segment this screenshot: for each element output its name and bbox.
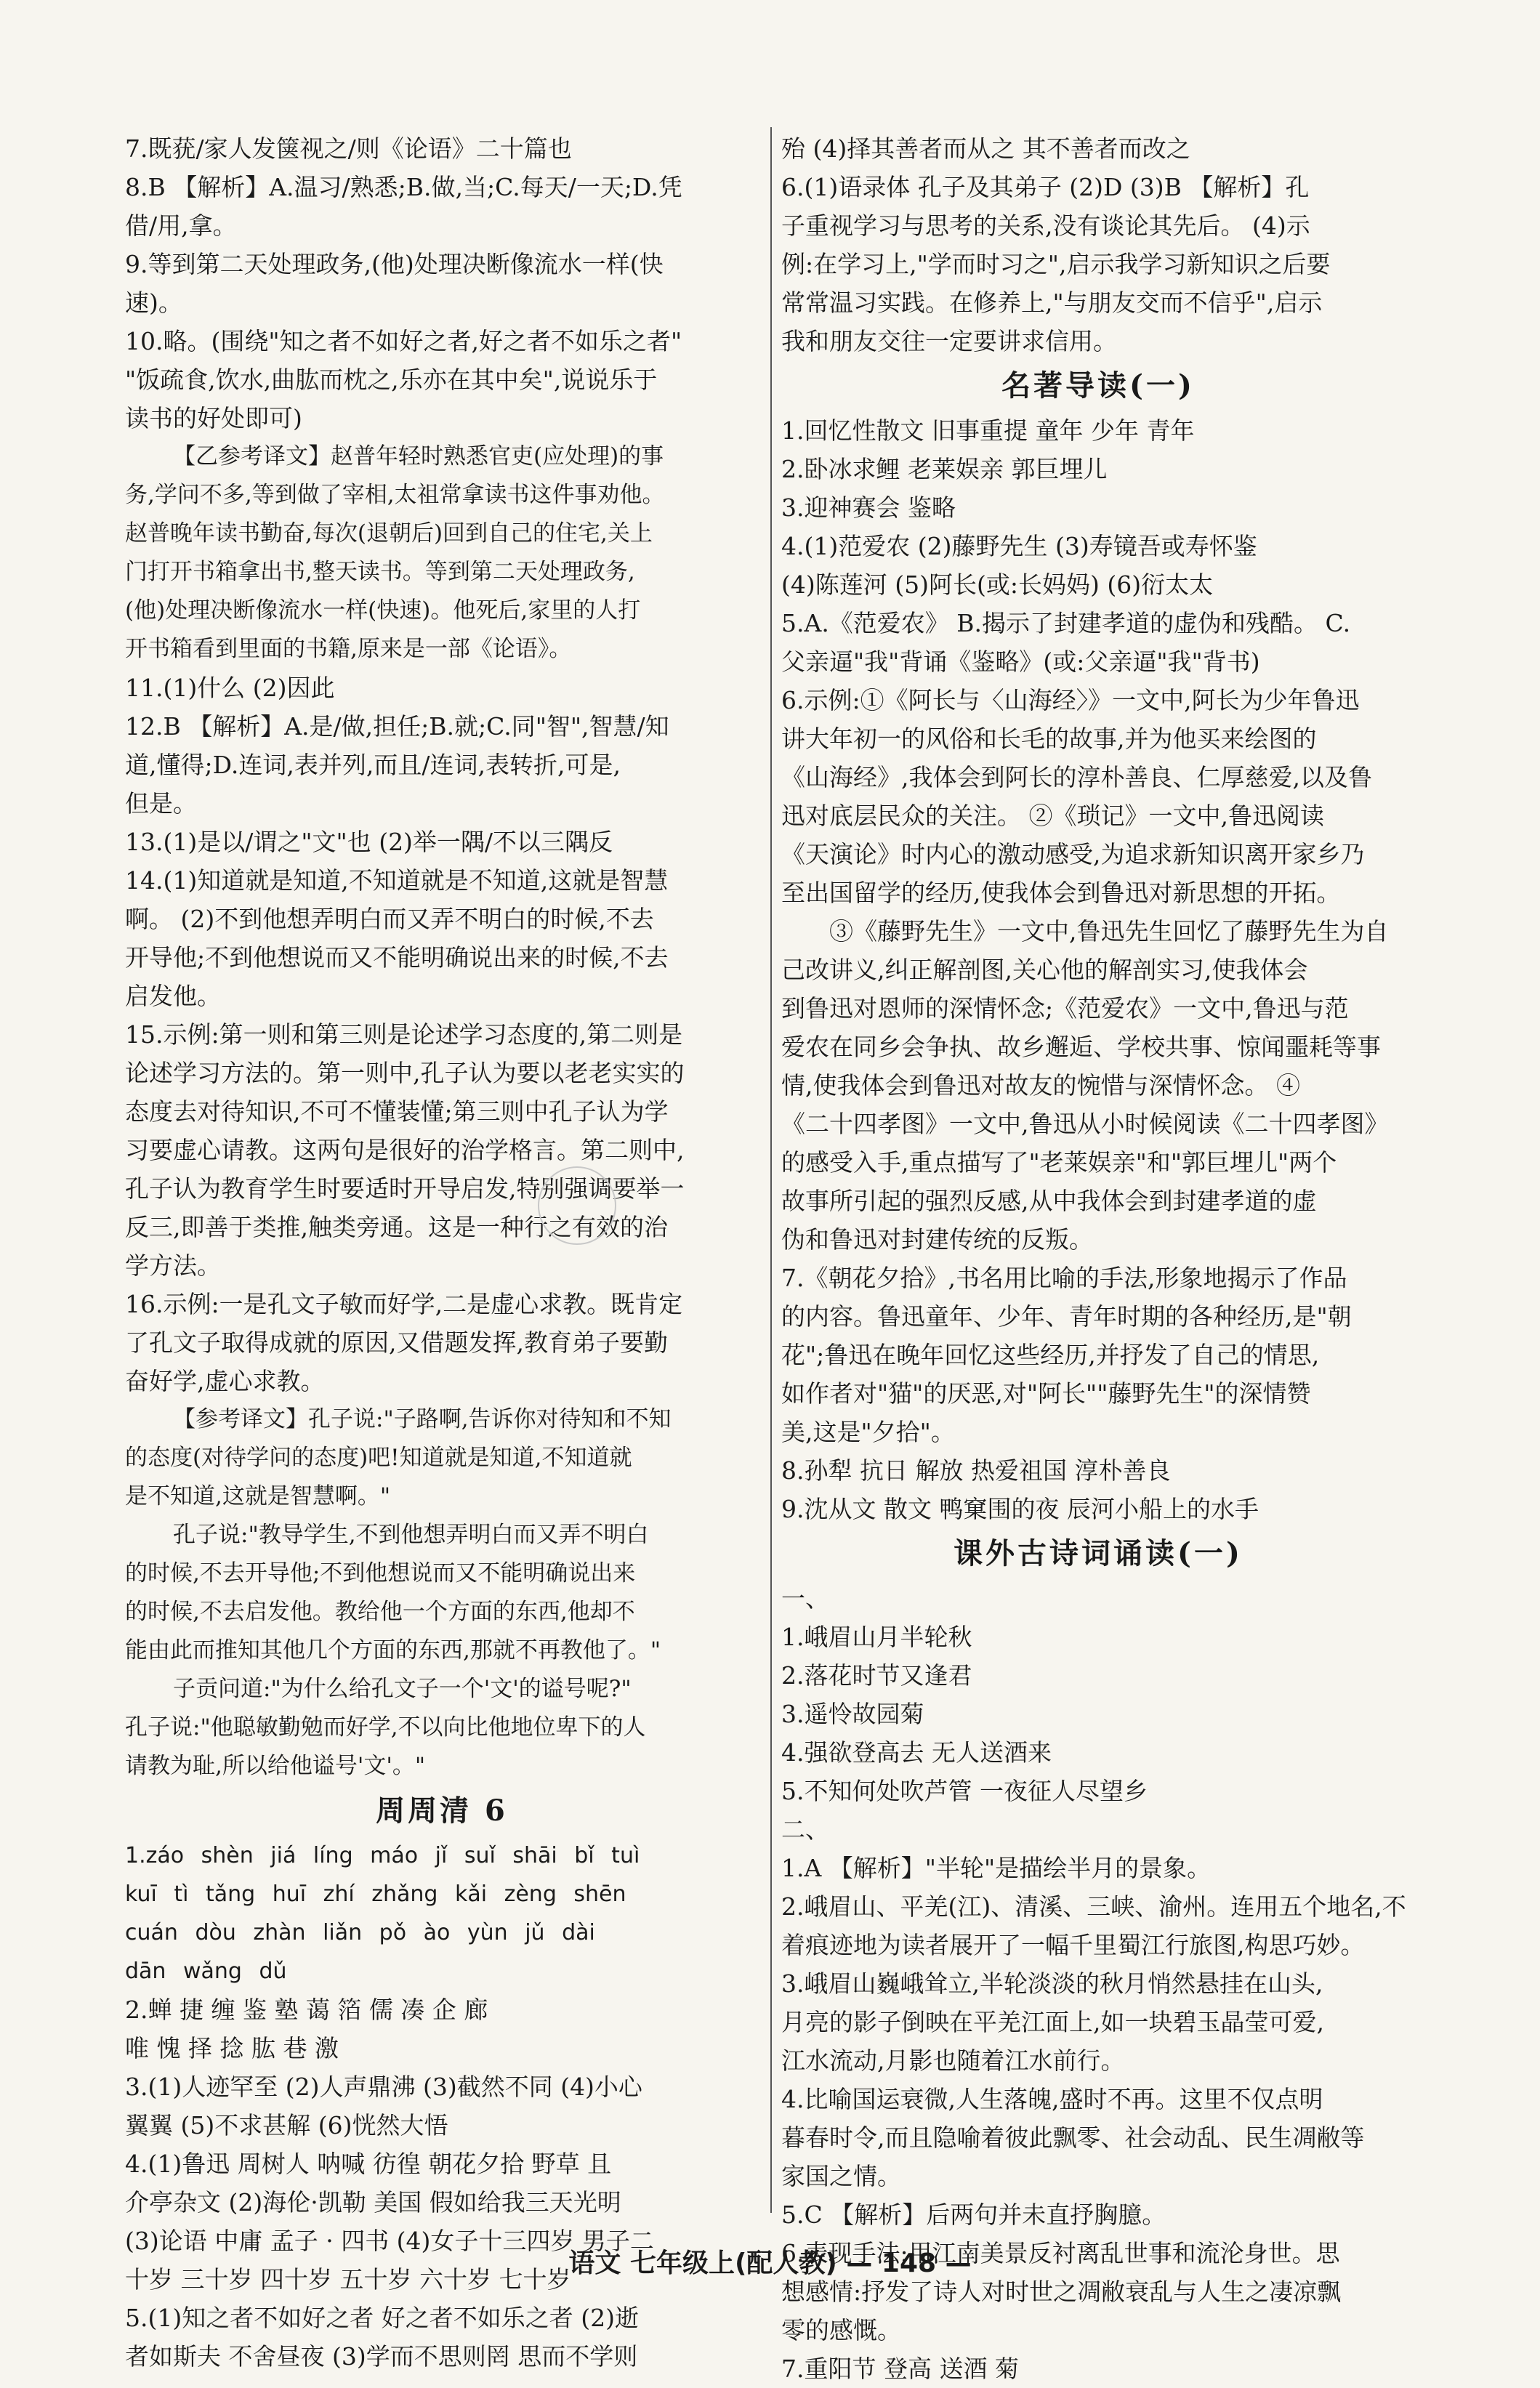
text-line: cuán dòu zhàn liǎn pǒ ào yùn jǔ dài	[125, 1920, 595, 1945]
text-line: 【乙参考译文】赵普年轻时熟悉官吏(应处理)的事	[173, 443, 664, 469]
text-line: 3.迎神赛会 鉴略	[781, 493, 956, 522]
section-heading: 课外古诗词诵读(一)	[954, 1536, 1243, 1570]
text-line: 2.落花时节又逢君	[781, 1661, 972, 1690]
text-line: 4.比喻国运衰微,人生落魄,盛时不再。这里不仅点明	[781, 2085, 1323, 2113]
text-line: 反三,即善于类推,触类旁通。这是一种行之有效的治	[125, 1213, 668, 1241]
text-line: kuī tì tǎng huī zhí zhǎng kǎi zèng shēn	[125, 1881, 626, 1907]
text-line: 6.(1)语录体 孔子及其弟子 (2)D (3)B 【解析】孔	[781, 173, 1310, 201]
text-line: 啊。 (2)不到他想弄明白而又弄不明白的时候,不去	[125, 905, 654, 933]
section-heading: 名著导读(一)	[1001, 368, 1195, 403]
text-line: 迅对底层民众的关注。 ②《琐记》一文中,鲁迅阅读	[781, 802, 1324, 830]
text-line: 8.B 【解析】A.温习/熟悉;B.做,当;C.每天/一天;D.凭	[125, 173, 682, 201]
column-divider	[770, 127, 772, 2213]
text-line: dān wǎng dǔ	[125, 1959, 287, 1984]
text-line: (他)处理决断像流水一样(快速)。他死后,家里的人打	[125, 597, 641, 624]
page-footer: 语文 七年级上(配人教) — 148 —	[568, 2248, 972, 2278]
text-line: 例:在学习上,"学而时习之",启示我学习新知识之后要	[781, 250, 1331, 278]
text-line: 二、	[781, 1815, 829, 1844]
text-line: 唯 愧 择 捻 肱 巷 激	[125, 2034, 339, 2062]
text-line: 父亲逼"我"背诵《鉴略》(或:父亲逼"我"背书)	[781, 648, 1260, 676]
text-line: 2.峨眉山、平羌(江)、清溪、三峡、渝州。连用五个地名,不	[781, 1892, 1406, 1921]
text-line: (4)陈莲河 (5)阿长(或:长妈妈) (6)衍太太	[781, 570, 1214, 599]
text-line: 零的感慨。	[781, 2316, 901, 2344]
text-line: 《天演论》时内心的激动感受,为追求新知识离开家乡乃	[781, 840, 1365, 868]
text-line: 3.(1)人迹罕至 (2)人声鼎沸 (3)截然不同 (4)小心	[125, 2073, 642, 2101]
text-line: 3.遥怜故园菊	[781, 1700, 924, 1728]
text-line: 16.示例:一是孔文子敏而好学,二是虚心求教。既肯定	[125, 1290, 683, 1318]
text-line: 着痕迹地为读者展开了一幅千里蜀江行旅图,构思巧妙。	[781, 1931, 1365, 1959]
text-line: 家国之情。	[781, 2162, 901, 2190]
text-line: 7.既莸/家人发箧视之/则《论语》二十篇也	[125, 134, 572, 163]
text-line: 伪和鲁迅对封建传统的反叛。	[781, 1225, 1093, 1254]
text-line: 读书的好处即可)	[125, 404, 302, 432]
text-line: 赵普晚年读书勤奋,每次(退朝后)回到自己的住宅,关上	[125, 520, 653, 546]
text-line: ③《藤野先生》一文中,鲁迅先生回忆了藤野先生为自	[829, 917, 1389, 945]
text-line: 5.不知何处吹芦管 一夜征人尽望乡	[781, 1777, 1148, 1805]
text-line: 常常温习实践。在修养上,"与朋友交而不信乎",启示	[781, 289, 1323, 317]
text-line: 孔子说:"他聪敏勤勉而好学,不以向比他地位卑下的人	[125, 1714, 646, 1740]
text-line: 12.B 【解析】A.是/做,担任;B.就;C.同"智",智慧/知	[125, 712, 669, 741]
text-line: 7.《朝花夕拾》,书名用比喻的手法,形象地揭示了作品	[781, 1264, 1347, 1292]
text-line: 2.蝉 捷 缠 鉴 塾 蔼 箔 儒 凑 企 廊	[125, 1996, 488, 2024]
text-line: 能由此而推知其他几个方面的东西,那就不再教他了。"	[125, 1637, 661, 1663]
text-line: 花";鲁迅在晚年回忆这些经历,并抒发了自己的情思,	[781, 1341, 1320, 1369]
text-line: 论述学习方法的。第一则中,孔子认为要以老老实实的	[125, 1059, 685, 1087]
text-line: 奋好学,虚心求教。	[125, 1367, 325, 1395]
text-line: 4.强欲登高去 无人送酒来	[781, 1738, 1052, 1767]
text-line: 5.(1)知之者不如好之者 好之者不如乐之者 (2)逝	[125, 2304, 639, 2332]
text-line: 4.(1)鲁迅 周树人 呐喊 彷徨 朝花夕拾 野草 且	[125, 2150, 612, 2178]
text-line: 开书箱看到里面的书籍,原来是一部《论语》。	[125, 636, 572, 662]
text-line: 如作者对"猫"的厌恶,对"阿长""藤野先生"的深情赞	[781, 1379, 1311, 1408]
text-line: 1.峨眉山月半轮秋	[781, 1623, 972, 1651]
text-line: 了孔文子取得成就的原因,又借题发挥,教育弟子要勤	[125, 1328, 668, 1357]
text-line: 9.等到第二天处理政务,(他)处理决断像流水一样(快	[125, 250, 664, 278]
text-line: 1.A 【解析】"半轮"是描绘半月的景象。	[781, 1854, 1212, 1882]
text-line: 子重视学习与思考的关系,没有谈论其先后。 (4)示	[781, 211, 1310, 240]
text-line: (3)论语 中庸 孟子 · 四书 (4)女子十三四岁 男子二	[125, 2227, 654, 2255]
text-line: 6.示例:①《阿长与〈山海经〉》一文中,阿长为少年鲁迅	[781, 686, 1360, 714]
text-line: 1.záo shèn jiá líng máo jǐ suǐ shāi bǐ tuì	[125, 1843, 640, 1868]
text-line: 者如斯夫 不舍昼夜 (3)学而不思则罔 思而不学则	[125, 2342, 638, 2371]
text-line: 门打开书箱拿出书,整天读书。等到第二天处理政务,	[125, 559, 635, 585]
left-column	[125, 129, 759, 2376]
watermark-stamp	[538, 1166, 616, 1245]
text-line: 到鲁迅对恩师的深情怀念;《范爱农》一文中,鲁迅与范	[781, 994, 1349, 1022]
text-line: 殆 (4)择其善者而从之 其不善者而改之	[781, 134, 1190, 163]
text-line: 月亮的影子倒映在平羌江面上,如一块碧玉晶莹可爱,	[781, 2008, 1324, 2036]
text-line: 6.表现手法:用江南美景反衬离乱世事和流沦身世。思	[781, 2239, 1340, 2267]
text-line: 《二十四孝图》一文中,鲁迅从小时候阅读《二十四孝图》	[781, 1110, 1389, 1138]
text-line: 但是。	[125, 789, 197, 818]
text-line: 2.卧冰求鲤 老莱娱亲 郭巨埋儿	[781, 455, 1108, 483]
text-line: 4.(1)范爱农 (2)藤野先生 (3)寿镜吾或寿怀鉴	[781, 532, 1257, 560]
text-line: 十岁 三十岁 四十岁 五十岁 六十岁 七十岁	[125, 2265, 571, 2294]
text-line: 14.(1)知道就是知道,不知道就是不知道,这就是智慧	[125, 866, 669, 895]
text-line: 务,学问不多,等到做了宰相,太祖常拿读书这件事劝他。	[125, 482, 665, 508]
text-line: 介亭杂文 (2)海伦·凯勒 美国 假如给我三天光明	[125, 2188, 621, 2216]
text-line: 的感受入手,重点描写了"老莱娱亲"和"郭巨埋儿"两个	[781, 1148, 1337, 1177]
text-line: 学方法。	[125, 1251, 221, 1280]
text-line: 启发他。	[125, 982, 221, 1010]
text-line: 至出国留学的经历,使我体会到鲁迅对新思想的开拓。	[781, 879, 1341, 907]
text-line: 1.回忆性散文 旧事重提 童年 少年 青年	[781, 416, 1195, 445]
text-line: 翼翼 (5)不求甚解 (6)恍然大悟	[125, 2111, 448, 2139]
text-line: 道,懂得;D.连词,表并列,而且/连词,表转折,可是,	[125, 751, 621, 779]
text-line: 5.A.《范爱农》 B.揭示了封建孝道的虚伪和残酷。 C.	[781, 609, 1351, 637]
text-line: 孔子认为教育学生时要适时开导启发,特别强调要举一	[125, 1174, 685, 1203]
text-line: 借/用,拿。	[125, 211, 237, 240]
text-line: 5.C 【解析】后两句并未直抒胸臆。	[781, 2201, 1166, 2229]
text-line: 的时候,不去启发他。教给他一个方面的东西,他却不	[125, 1599, 635, 1625]
text-line: 的时候,不去开导他;不到他想说而又不能明确说出来	[125, 1560, 636, 1586]
text-line: 想感情:抒发了诗人对时世之凋敝衰乱与人生之凄凉飘	[781, 2278, 1342, 2306]
text-line: 讲大年初一的风俗和长毛的故事,并为他买来绘图的	[781, 725, 1317, 753]
text-line: 15.示例:第一则和第三则是论述学习态度的,第二则是	[125, 1020, 683, 1049]
text-line: 暮春时令,而且隐喻着彼此飘零、社会动乱、民生凋敝等	[781, 2123, 1365, 2152]
text-line: 的态度(对待学问的态度)吧!知道就是知道,不知道就	[125, 1445, 632, 1471]
text-line: 我和朋友交往一定要讲求信用。	[781, 327, 1117, 355]
text-line: 速)。	[125, 289, 182, 317]
text-line: 《山海经》,我体会到阿长的淳朴善良、仁厚慈爱,以及鲁	[781, 763, 1372, 791]
text-line: 10.略。(围绕"知之者不如好之者,好之者不如乐之者"	[125, 327, 682, 355]
text-line: 爱农在同乡会争执、故乡邂逅、学校共事、惊闻噩耗等事	[781, 1033, 1381, 1061]
text-line: 子贡问道:"为什么给孔文子一个'文'的谥号呢?"	[173, 1676, 632, 1702]
text-line: 己改讲义,纠正解剖图,关心他的解剖实习,使我体会	[781, 956, 1308, 984]
text-line: 江水流动,月影也随着江水前行。	[781, 2046, 1125, 2075]
text-line: 9.沈从文 散文 鸭窠围的夜 辰河小船上的水手	[781, 1495, 1259, 1523]
text-line: 13.(1)是以/谓之"文"也 (2)举一隅/不以三隅反	[125, 828, 613, 856]
right-column	[781, 129, 1415, 2388]
text-line: 3.峨眉山巍峨耸立,半轮淡淡的秋月悄然悬挂在山头,	[781, 1969, 1323, 1998]
text-line: 的内容。鲁迅童年、少年、青年时期的各种经历,是"朝	[781, 1302, 1352, 1331]
text-line: 态度去对待知识,不可不懂装懂;第三则中孔子认为学	[125, 1097, 669, 1126]
text-line: 孔子说:"教导学生,不到他想弄明白而又弄不明白	[173, 1522, 649, 1548]
text-line: "饭疏食,饮水,曲肱而枕之,乐亦在其中矣",说说乐于	[125, 366, 658, 394]
text-line: 美,这是"夕拾"。	[781, 1418, 955, 1446]
text-line: 是不知道,这就是智慧啊。"	[125, 1483, 391, 1509]
text-line: 开导他;不到他想说而又不能明确说出来的时候,不去	[125, 943, 669, 972]
text-line: 【参考译文】孔子说:"子路啊,告诉你对待知和不知	[173, 1406, 672, 1432]
section-heading: 周周清 6	[376, 1794, 508, 1828]
text-line: 一、	[781, 1584, 829, 1613]
text-line: 习要虚心请教。这两句是很好的治学格言。第二则中,	[125, 1136, 685, 1164]
text-line: 故事所引起的强烈反感,从中我体会到封建孝道的虚	[781, 1187, 1317, 1215]
text-line: 7.重阳节 登高 送酒 菊	[781, 2355, 1019, 2383]
text-line: 情,使我体会到鲁迅对故友的惋惜与深情怀念。 ④	[781, 1071, 1300, 1100]
text-line: 8.孙犁 抗日 解放 热爱祖国 淳朴善良	[781, 1456, 1171, 1485]
text-line: 11.(1)什么 (2)因此	[125, 674, 335, 702]
text-line: 请教为耻,所以给他谥号'文'。"	[125, 1753, 426, 1779]
